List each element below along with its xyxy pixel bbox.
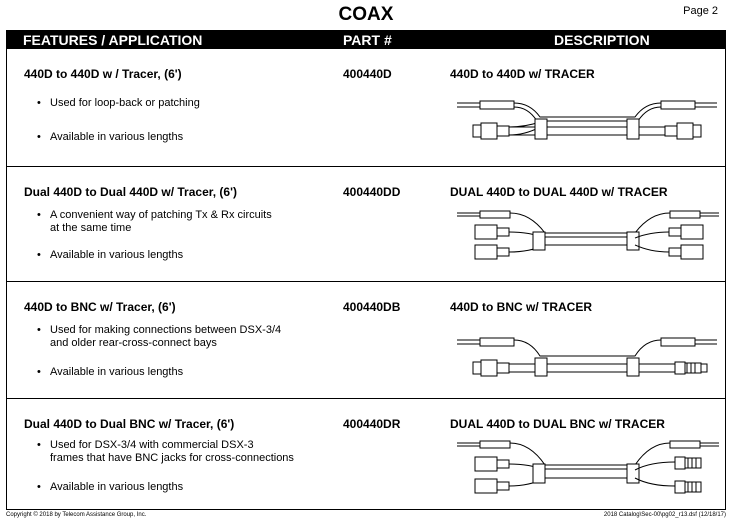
list-item: • Used for DSX-3/4 with commercial DSX-3 frames that have BNC jacks for cross-connections	[37, 439, 294, 464]
header-features: FEATURES / APPLICATION	[23, 32, 203, 48]
list-item: • Available in various lengths	[37, 366, 184, 378]
list-item: • Available in various lengths	[37, 131, 184, 143]
list-item: • Used for loop-back or patching	[37, 97, 200, 109]
header-part: PART #	[343, 32, 392, 48]
table-row	[7, 282, 725, 399]
table-row	[7, 399, 725, 510]
part-number: 400440D	[343, 67, 392, 81]
part-number: 400440DR	[343, 417, 401, 431]
cable-drawing-dual-440d-bnc	[455, 437, 725, 501]
part-number: 400440DB	[343, 300, 401, 314]
list-item: • Available in various lengths	[37, 249, 184, 261]
description-title: 440D to BNC w/ TRACER	[450, 300, 593, 314]
cable-drawing-440d	[455, 91, 725, 141]
description-title: DUAL 440D to DUAL 440D w/ TRACER	[450, 185, 668, 199]
list-item: • A convenient way of patching Tx & Rx circuits at the same time	[37, 209, 272, 234]
description-title: DUAL 440D to DUAL BNC w/ TRACER	[450, 417, 665, 431]
header-description: DESCRIPTION	[554, 32, 650, 48]
table-row	[7, 49, 725, 167]
part-number: 400440DD	[343, 185, 401, 199]
table-header	[6, 30, 726, 49]
list-item: • Used for making connections between DSX-3/4 and older rear-cross-connect bays	[37, 324, 282, 349]
feature-title: 440D to BNC w/ Tracer, (6')	[24, 300, 176, 314]
cable-drawing-dual-440d	[455, 207, 725, 269]
feature-title: 440D to 440D w / Tracer, (6')	[24, 67, 182, 81]
description-title: 440D to 440D w/ TRACER	[450, 67, 595, 81]
footer-file: 2018 Catalog\Sec-00\pg02_r13.dsf (12/18/17)	[603, 512, 726, 518]
page-title: COAX	[338, 4, 394, 25]
product-table	[6, 49, 726, 510]
list-item: • Available in various lengths	[37, 481, 184, 493]
footer-copyright: Copyright © 2018 by Telecom Assistance Group, Inc.	[6, 512, 147, 518]
table-row	[7, 167, 725, 282]
feature-title: Dual 440D to Dual 440D w/ Tracer, (6')	[24, 185, 237, 199]
page-number: Page 2	[683, 5, 718, 17]
feature-title: Dual 440D to Dual BNC w/ Tracer, (6')	[24, 417, 235, 431]
cable-drawing-440d-bnc	[455, 328, 725, 378]
